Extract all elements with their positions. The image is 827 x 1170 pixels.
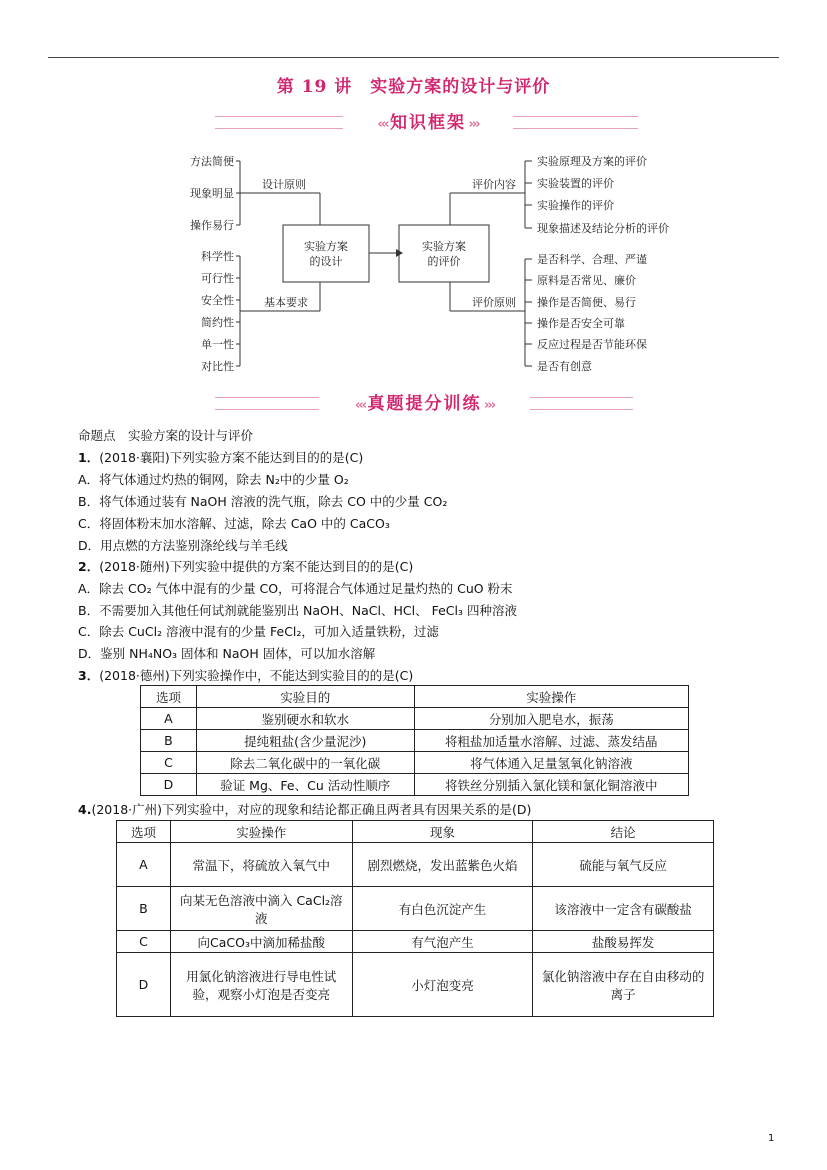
q4-number: 4. [78,802,92,817]
table-header: 实验操作 [170,821,352,843]
table-cell: 用氯化钠溶液进行导电性试验，观察小灯泡是否变亮 [170,953,352,1017]
q1-option-d: D．用点燃的方法鉴别涤纶线与羊毛线 [78,538,288,553]
q3-stem [78,666,413,685]
banner-knowledge-framework: ‹‹‹ 知识框架 ››› [0,111,827,137]
left-bottom-item: 简约性 [201,316,234,329]
table-cell: B [117,887,171,931]
right-bottom-item: 原料是否常见、廉价 [537,274,636,287]
table-cell: D [117,953,171,1017]
banner-exam-training: ‹‹‹ 真题提分训练 ››› [0,392,827,418]
q2-stem [78,557,413,576]
right-bottom-item: 操作是否简便、易行 [537,296,636,309]
table-row [141,708,689,730]
table-cell: 将粗盐加适量水溶解、过滤、蒸发结晶 [414,730,688,752]
table-cell: 氯化钠溶液中存在自由移动的离子 [533,953,714,1017]
table-cell: C [141,752,197,774]
banner-title: 知识框架 [390,113,466,133]
q1-option-a: A．将气体通过灼热的铜网，除去 N₂中的少量 O₂ [78,472,349,487]
left-top-item: 方法简便 [190,155,234,168]
table-cell: 提纯粗盐(含少量泥沙) [196,730,414,752]
q2-option-a: A．除去 CO₂ 气体中混有的少量 CO，可将混合气体通过足量灼热的 CuO 粉末 [78,581,513,596]
design-principle-label: 设计原则 [262,178,306,191]
table-row [141,752,689,774]
right-bottom-item: 操作是否安全可靠 [537,317,625,330]
right-bottom-item: 反应过程是否节能环保 [537,338,647,351]
section-heading: 命题点 实验方案的设计与评价 [78,428,254,443]
page-number: 1 [768,1133,775,1144]
right-bottom-item: 是否有创意 [537,360,592,373]
banner-title: 真题提分训练 [367,394,482,414]
design-box-line1: 实验方案 [304,240,348,253]
left-bottom-item: 对比性 [201,360,234,373]
q2-option-c: C．除去 CuCl₂ 溶液中混有的少量 FeCl₂，可加入适量铁粉，过滤 [78,624,439,639]
left-bottom-item: 可行性 [201,272,234,285]
q2-number: 2． [78,559,100,574]
table-cell: 验证 Mg、Fe、Cu 活动性顺序 [196,774,414,796]
table-cell: 常温下，将硫放入氧气中 [170,843,352,887]
left-bottom-item: 安全性 [201,294,234,307]
table-cell: 有白色沉淀产生 [352,887,533,931]
eval-box-line2: 的评价 [427,255,461,268]
q4-table [116,820,714,1017]
table-header-row [117,821,714,843]
table-row [117,887,714,931]
table-cell: 盐酸易挥发 [533,931,714,953]
table-cell: B [141,730,197,752]
q1-option-b: B．将气体通过装有 NaOH 溶液的洗气瓶，除去 CO 中的少量 CO₂ [78,494,448,509]
table-header: 选项 [141,686,197,708]
table-header: 实验目的 [196,686,414,708]
table-cell: 除去二氧化碳中的一氧化碳 [196,752,414,774]
eval-box-line1: 实验方案 [422,240,466,253]
table-cell: 将铁丝分别插入氯化镁和氯化铜溶液中 [414,774,688,796]
q3-table [140,685,689,796]
table-cell: C [117,931,171,953]
eval-principle-label: 评价原则 [472,296,516,309]
q1-option-c: C．将固体粉末加水溶解、过滤，除去 CaO 中的 CaCO₃ [78,516,390,531]
right-bottom-item: 是否科学、合理、严谨 [537,253,647,266]
left-top-item: 操作易行 [190,219,234,232]
table-cell: A [117,843,171,887]
q1-stem [78,448,363,467]
q4-stem-text: (2018·广州)下列实验中，对应的现象和结论都正确且两者具有因果关系的是(D) [91,802,532,817]
q1-stem-text: (2018·襄阳)下列实验方案不能达到目的的是(C) [99,450,364,465]
table-row [117,843,714,887]
table-cell: 将气体通入足量氢氧化钠溶液 [414,752,688,774]
table-row [117,931,714,953]
q2-option-d: D．鉴别 NH₄NO₃ 固体和 NaOH 固体，可以加水溶解 [78,646,376,661]
eval-content-label: 评价内容 [472,178,516,191]
table-header: 现象 [352,821,533,843]
q3-number: 3． [78,668,100,683]
q2-option-b: B．不需要加入其他任何试剂就能鉴别出 NaOH、NaCl、HCl、 FeCl₃ 四种溶液 [78,603,517,618]
right-top-item: 现象描述及结论分析的评价 [537,222,669,235]
table-cell: 剧烈燃烧，发出蓝紫色火焰 [352,843,533,887]
q3-stem-text: (2018·德州)下列实验操作中，不能达到实验目的的是(C) [99,668,414,683]
table-row [141,774,689,796]
q2-stem-text: (2018·随州)下列实验中提供的方案不能达到目的的是(C) [99,559,414,574]
knowledge-framework-diagram [0,0,827,380]
table-header: 选项 [117,821,171,843]
table-cell: 鉴别硬水和软水 [196,708,414,730]
design-box-line2: 的设计 [309,255,343,268]
table-cell: 分别加入肥皂水，振荡 [414,708,688,730]
left-bottom-item: 科学性 [201,250,234,263]
right-top-item: 实验操作的评价 [537,199,614,212]
table-cell: 硫能与氧气反应 [533,843,714,887]
table-header-row [141,686,689,708]
table-header: 实验操作 [414,686,688,708]
table-cell: 有气泡产生 [352,931,533,953]
table-header: 结论 [533,821,714,843]
table-cell: 向某无色溶液中滴入 CaCl₂溶液 [170,887,352,931]
page-title: 第 19 讲 实验方案的设计与评价 [276,77,551,97]
table-cell: D [141,774,197,796]
left-bottom-item: 单一性 [201,338,234,351]
table-row [117,953,714,1017]
left-top-item: 现象明显 [190,187,234,200]
table-cell: 该溶液中一定含有碳酸盐 [533,887,714,931]
right-top-item: 实验原理及方案的评价 [537,155,647,168]
table-cell: 小灯泡变亮 [352,953,533,1017]
table-cell: A [141,708,197,730]
q1-number: 1． [78,450,100,465]
table-row [141,730,689,752]
right-top-item: 实验装置的评价 [537,177,614,190]
basic-requirement-label: 基本要求 [264,296,308,309]
table-cell: 向CaCO₃中滴加稀盐酸 [170,931,352,953]
q4-stem [78,800,531,819]
